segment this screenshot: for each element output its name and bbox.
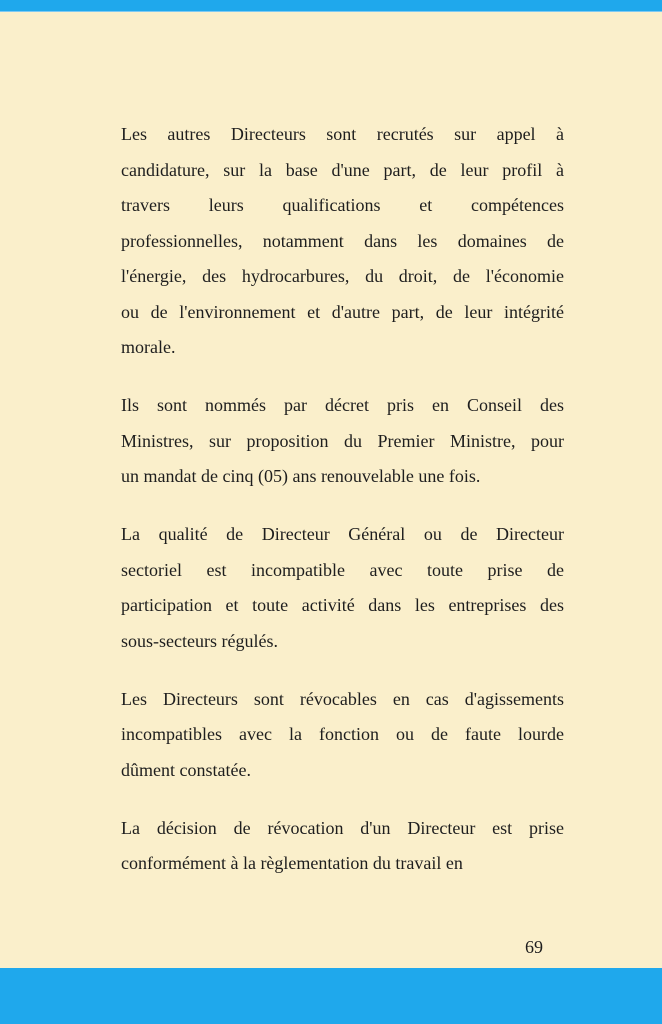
text-line: Ils sont nommés par décret pris en Conseil des bbox=[121, 395, 564, 415]
paragraph bbox=[121, 388, 564, 495]
text-line: ou de l'environnement et d'autre part, de leur intégrité bbox=[121, 301, 564, 322]
text-line: La décision de révocation d'un Directeur est prise bbox=[121, 817, 564, 838]
text-line: travers leurs qualifications et compétences bbox=[121, 195, 564, 215]
text-line: sectoriel est incompatible avec toute prise de bbox=[121, 559, 564, 580]
text-line: Ministres, sur proposition du Premier Ministre, pour bbox=[121, 430, 564, 451]
text-line: participation et toute activité dans les entreprises des bbox=[121, 595, 564, 615]
text-line: dûment constatée. bbox=[121, 759, 251, 780]
text-line: un mandat de cinq (05) ans renouvelable une fois. bbox=[121, 466, 481, 486]
page-number: 69 bbox=[525, 937, 543, 957]
text-line: sous-secteurs régulés. bbox=[121, 630, 278, 651]
page-body-text bbox=[121, 0, 564, 904]
text-line: Les autres Directeurs sont recrutés sur appel à bbox=[121, 124, 564, 144]
bottom-border-bar bbox=[0, 968, 662, 1024]
text-line: La qualité de Directeur Général ou de Directeur bbox=[121, 524, 564, 544]
text-line: morale. bbox=[121, 337, 176, 357]
text-line: incompatibles avec la fonction ou de faute lourde bbox=[121, 724, 564, 744]
text-line: candidature, sur la base d'une part, de leur profil à bbox=[121, 159, 564, 180]
text-line: conformément à la règlementation du travail en bbox=[121, 853, 463, 873]
paragraph bbox=[121, 517, 564, 659]
paragraph bbox=[121, 811, 564, 882]
text-line: Les Directeurs sont révocables en cas d'agissements bbox=[121, 688, 564, 709]
text-line: l'énergie, des hydrocarbures, du droit, de l'économie bbox=[121, 266, 564, 286]
paragraph bbox=[121, 682, 564, 789]
paragraph bbox=[121, 117, 564, 366]
text-line: professionnelles, notamment dans les domaines de bbox=[121, 230, 564, 251]
